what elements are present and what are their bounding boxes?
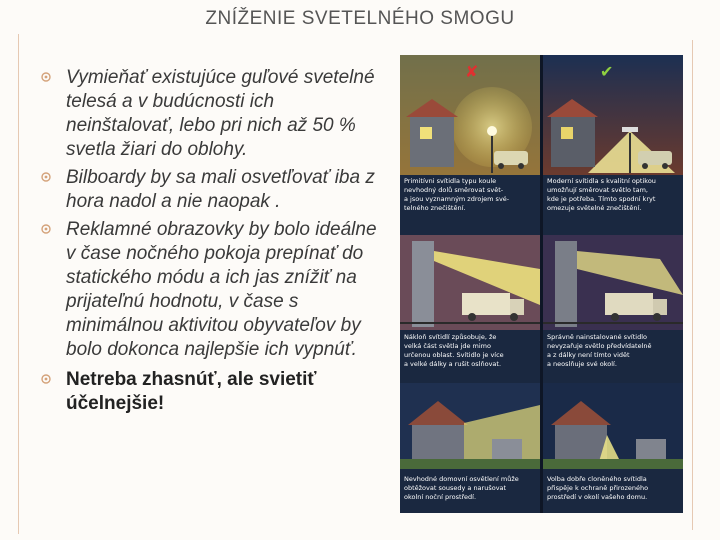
bad-mark-icon: ✘ [465, 64, 479, 81]
caption-line: omezuje světelné znečištění. [547, 204, 642, 212]
bullet-item [40, 66, 385, 162]
panel-r1-right [543, 55, 683, 175]
caption-line: Primitívni svítidla typu koule [404, 177, 497, 185]
caption-line: nevyzařuje světlo předvídatelně [547, 342, 652, 350]
right-divider [692, 40, 693, 530]
bullet-text: Vymieňať existujúce guľové svetelné telesá a v budúcnosti ich neinštalovať, lebo pri nich až 50 % svetla žiari do oblohy. [66, 67, 375, 160]
caption-line: telného znečištění. [404, 204, 466, 212]
caption-line: umožňují směrovat světlo tam, [547, 186, 648, 194]
caption-line: prostředí v okolí vašeho domu. [547, 493, 648, 501]
caption-line: přispěje k ochraně přirozeného [547, 484, 649, 492]
panel-r3-right [543, 383, 683, 469]
light-pollution-illustration [400, 55, 683, 513]
bullet-marker-icon [40, 373, 52, 385]
caption-line: nevhodný dolů směrovat svět- [404, 186, 504, 194]
bullet-text: Bilboardy by sa mali osvetľovať iba z hora nadol a nie naopak . [66, 167, 375, 212]
caption-line: Moderní svítidla s kvalitní optikou [547, 177, 656, 185]
bullet-item [40, 218, 385, 362]
bullet-marker-icon [40, 171, 52, 183]
caption-r2-left [404, 333, 506, 368]
caption-line: a velké dálky a rušit oslňovat. [404, 360, 502, 368]
panel-r2-right [543, 235, 683, 330]
caption-line: kde je potřeba. Tímto spodní kryt [547, 195, 656, 203]
page-title: ZNÍŽENIE SVETELNÉHO SMOGU [205, 8, 515, 29]
caption-line: a neoslňuje své okolí. [547, 360, 617, 368]
caption-line: velká část světla jde mimo [404, 342, 491, 350]
bullet-marker-icon [40, 223, 52, 235]
caption-r3-left [404, 475, 521, 501]
panel-r1-left [400, 55, 540, 175]
bullet-text: Netreba zhasnúť, ale svietiť účelnejšie! [66, 369, 317, 414]
bullet-text: Reklamné obrazovky by bolo ideálne v čase nočného pokoja prepínať do statického módu a ich jas znížiť na prijateľnú hodnotu, v čase s minimálnou aktivitou obyvateľov by bolo dokonca najlepšie ich vypnúť. [66, 219, 377, 360]
caption-line: obtěžovat sousedy a narušovat [404, 484, 507, 492]
caption-line: okolní noční prostředí. [404, 493, 477, 501]
caption-line: Nevhodné domovní osvětlení může [404, 475, 519, 483]
caption-r2-right [547, 333, 654, 368]
caption-line: a jsou vyznamným zdrojem své- [404, 195, 510, 203]
bullet-list [40, 66, 385, 420]
caption-r1-left [404, 177, 511, 212]
caption-line: Volba dobře cloněného svítidla [547, 475, 647, 483]
panel-r3-left [400, 383, 540, 469]
caption-line: Správně nainstalované svítidlo [547, 333, 647, 341]
caption-line: určenou oblast. Svítidlo je více [404, 351, 504, 359]
bullet-item [40, 166, 385, 214]
caption-r1-right [547, 177, 658, 212]
bullet-item [40, 368, 385, 416]
caption-line: Nákloň svítidlí způsobuje, že [404, 333, 497, 341]
panel-r2-left [400, 235, 540, 330]
caption-r3-right [547, 475, 650, 501]
caption-line: a z dálky není tímto vidět [547, 351, 630, 359]
bullet-marker-icon [40, 71, 52, 83]
good-mark-icon: ✔ [600, 64, 614, 81]
left-divider [18, 34, 19, 534]
